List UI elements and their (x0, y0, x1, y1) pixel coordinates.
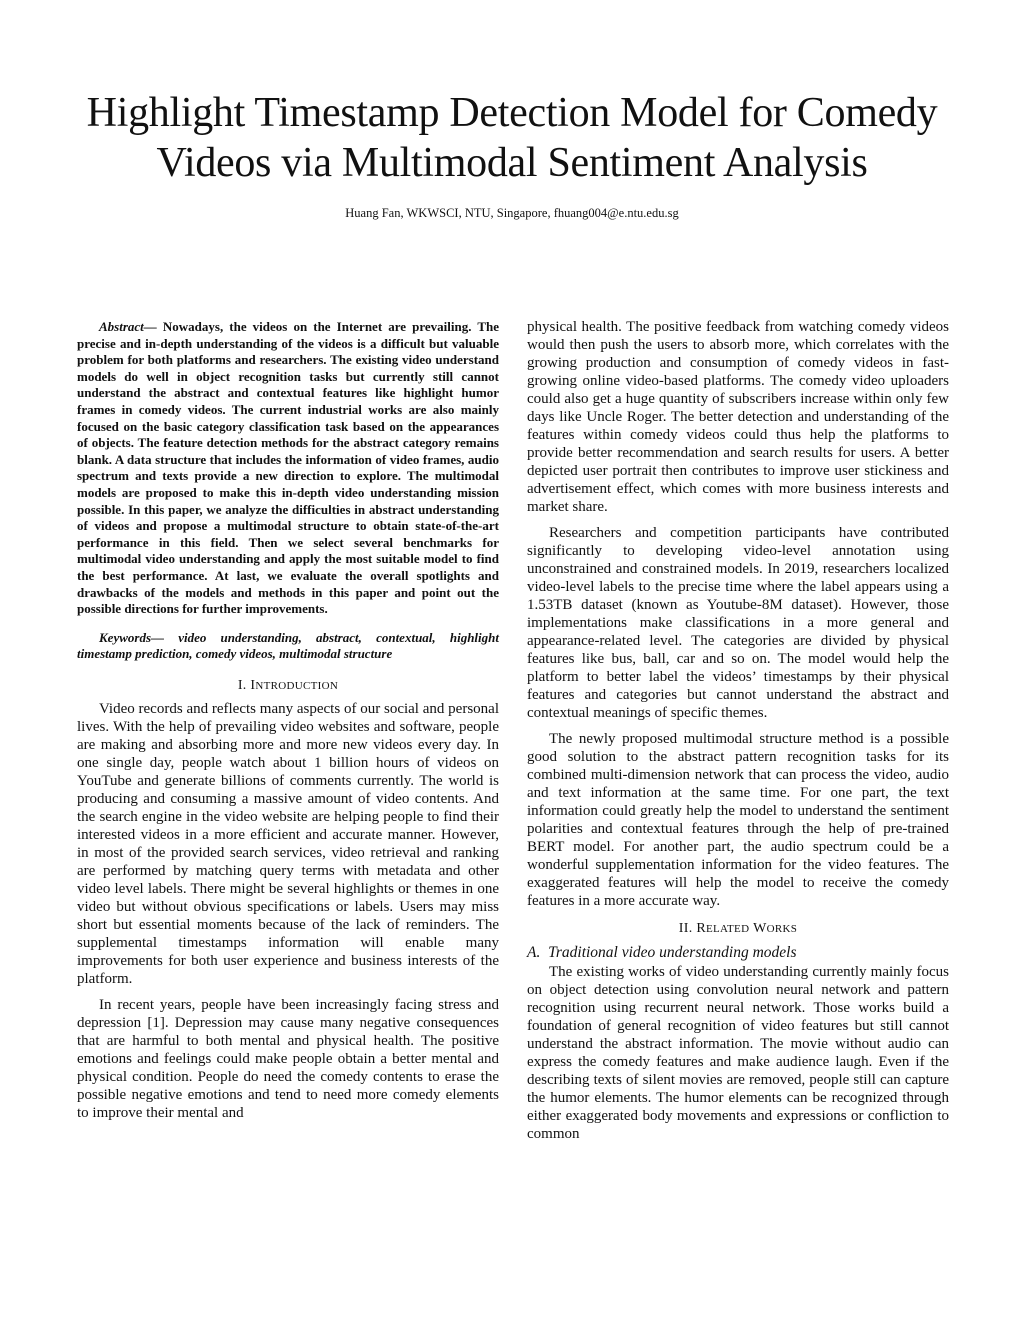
keywords-label: Keywords— (99, 629, 164, 645)
related-works-paragraph-1: The existing works of video understanding currently mainly focus on object detection using convolution neural network and pattern recognition using recurrent neural network. Those works build a foundation of general recognition of video features but still cannot understand the abstract information. The movie without audio can express the comedy features and make audience laugh. Even if the describing texts of silent movies are removed, people still can capture the humor elements. The humor elements can be recognized through either exaggerated body movements and expressions or confliction to common (527, 964, 949, 1142)
section-title-initial: W (753, 921, 767, 936)
keywords-text: video understanding, abstract, contextual, highlight timestamp prediction, comedy videos, multimodal structure (77, 629, 499, 662)
section-title-rest: ELATED (705, 923, 750, 935)
section-title-rest: NTRODUCTION (255, 679, 339, 692)
abstract-text: Nowadays, the videos on the Internet are prevailing. The precise and in-depth understanding of the videos is a difficult but valuable problem for both platforms and researchers. The existing video understand models do well in object recognition tasks but currently still cannot understand the abstract and contextual features like highlight humor frames in comedy videos. The current industrial works are also mainly focused on the basic category classification task based on the appearances of objects. The feature detection methods for the abstract category remains blank. A data structure that includes the information of video frames, audio spectrum and texts provide a new direction to explore. The multimodal models are proposed to make this in-depth video understanding mission possible. In this paper, we analyze the difficulties in abstract understanding of videos and propose a multimodal structure to obtain state-of-the-art performance in this field. Then we select several benchmarks for multimodal video understanding and apply the most suitable model to find the best performance. At last, we evaluate the overall spotlights and drawbacks of the models and methods in this paper and point out the possible directions for further improvements. (77, 319, 499, 617)
abstract-label: Abstract— (99, 319, 157, 334)
intro-paragraph-3: Researchers and competition participants have contributed significantly to developing video-level annotation using unconstrained and constrained models. In 2019, researchers localized video-level labels to the precise time where the label appears using a 1.53TB dataset (known as Youtube-8M dataset). However, those implementations make classifications in a more general and appearance-related level. The categories are divided by physical features like bus, ball, car and so on. The model would help the platform to better label the videos’ timestamps by their physical features and categories but cannot understand the abstract and contextual meanings of specific themes. (527, 525, 949, 721)
abstract (77, 318, 499, 618)
title-line-1: Highlight Timestamp Detection Model for Comedy (86, 90, 938, 136)
section-title-initial: R (696, 921, 706, 936)
paper-title (40, 88, 984, 188)
subsection-heading-a (527, 943, 949, 963)
section-heading-introduction (77, 677, 499, 695)
section-heading-related-works (527, 920, 949, 938)
intro-paragraph-2-continued: physical health. The positive feedback from watching comedy videos would then push the users to absorb more, which correlates with the growing production and consumption of comedy videos in fast-growing online video-based platforms. The comedy video uploaders could also get a huge quantity of subscribers increase within only few days like Uncle Roger. The better detection and understanding of the features within comedy videos could thus help the platforms to provide better recommendation and search results for users. A better depicted user portrait then contributes to improve user stickiness and advertisement effect, which comes with more business interests and market share. (527, 319, 949, 515)
keywords (77, 630, 499, 663)
intro-paragraph-1: Video records and reflects many aspects of our social and personal lives. With the help of prevailing video websites and software, people are making and absorbing more and more new videos every day. In one single day, people watch about 1 billion hours of videos on YouTube and generate billions of comments currently. The world is producing and consuming a massive amount of video contents. And the search engine in the video website are helping people to find their interested videos in a more efficient and accurate manner. However, in most of the provided search services, video retrieval and ranking are performed by matching query terms with metadata and other video level labels. There might be several highlights or themes in one video but without obvious specifications or labels. Users may miss short but essential moments because of the lack of reminders. The supplemental timestamps information will enable many improvements for both user experience and business interests of the platform. (77, 700, 499, 987)
subsection-title: Traditional video understanding models (548, 944, 797, 961)
intro-paragraph-4: The newly proposed multimodal structure method is a possible good solution to the abstract pattern recognition tasks for its combined multi-dimension network that can process the video, audio and text information at the same time. For one part, the text information could greatly help the model to understand the sentiment polarities and contextual features through the help of pre-trained BERT model. For another part, the audio spectrum could be a wonderful supplementation information for the video features. The exaggerated features will help the model to receive the comedy features in a more accurate way. (527, 731, 949, 909)
section-number: II. (678, 921, 693, 936)
left-column (77, 318, 499, 1130)
section-title-rest: ORKS (766, 923, 798, 935)
right-column (527, 318, 949, 1151)
subsection-label: A. (527, 944, 541, 961)
author-line: Huang Fan, WKWSCI, NTU, Singapore, fhuang004@e.ntu.edu.sg (345, 206, 679, 220)
section-number: I. (237, 677, 247, 693)
title-line-2: Videos via Multimodal Sentiment Analysis (156, 140, 868, 186)
section-title-initial: I (250, 677, 256, 693)
intro-paragraph-2: In recent years, people have been increasingly facing stress and depression [1]. Depression may cause many negative consequences that are harmful to both mental and physical health. The positive emotions and feelings could make people obtain a better mental and physical condition. People do need the comedy contents to erase the possible negative emotions and tend to need more comedy elements to improve their mental and (77, 996, 499, 1121)
